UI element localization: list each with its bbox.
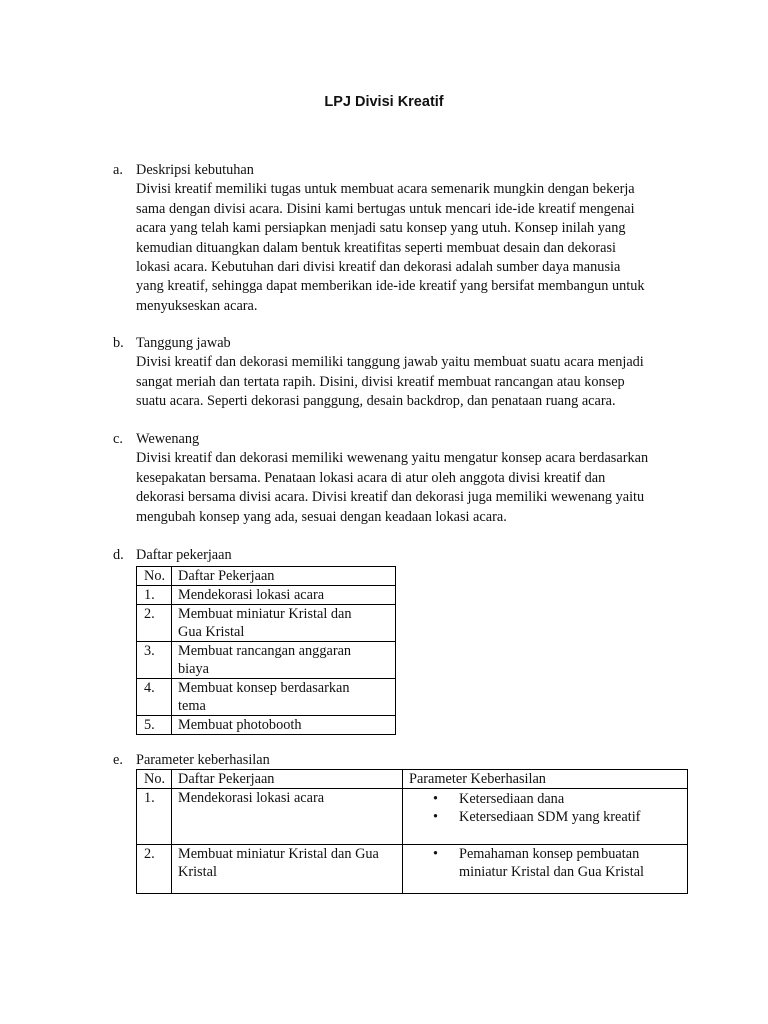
- table-cell-task: [172, 642, 396, 679]
- table-row: [137, 789, 688, 845]
- cell-line: Mendekorasi lokasi acara: [178, 587, 325, 603]
- success-parameter-table: [136, 769, 688, 894]
- table-cell-task: [172, 605, 396, 642]
- parameter-text: Ketersediaan SDM yang kreatif: [459, 809, 641, 825]
- section-heading: Daftar pekerjaan: [136, 547, 232, 563]
- table-header-cell: Daftar Pekerjaan: [172, 567, 396, 586]
- body-line: acara yang telah kami persiapkan menjadi satu konsep yang utuh. Konsep inilah yang: [136, 220, 626, 237]
- table-row: [137, 642, 396, 679]
- section-heading: Parameter keberhasilan: [136, 752, 270, 768]
- section-body: [136, 353, 681, 411]
- section-marker: a.: [113, 162, 123, 178]
- table-cell-parameters: [403, 845, 688, 894]
- table-header-row: [137, 770, 688, 789]
- body-line: menyukseskan acara.: [136, 297, 258, 314]
- cell-line: Membuat rancangan anggaran: [178, 643, 352, 659]
- table-cell-no: 1.: [137, 789, 172, 845]
- section-heading: Deskripsi kebutuhan: [136, 162, 254, 178]
- parameter-text: • Pemahaman konsep pembuatan: [459, 846, 640, 862]
- parameter-list: [409, 845, 687, 881]
- table-cell-no: 2.: [137, 605, 172, 642]
- section-marker: b.: [113, 335, 124, 351]
- body-line: kesepakatan bersama. Penataan lokasi acara di atur oleh anggota divisi kreatif dan: [136, 469, 606, 486]
- table-cell-task: [172, 586, 396, 605]
- table-cell-no: 2.: [137, 845, 172, 894]
- cell-line: Mendekorasi lokasi acara: [178, 790, 325, 806]
- section-body: [136, 180, 681, 316]
- body-line: sama dengan divisi acara. Disini kami bertugas untuk mencari ide-ide kreatif mengenai: [136, 200, 635, 217]
- body-line: lokasi acara. Kebutuhan dari divisi kreatif dan dekorasi adalah sumber daya manusia: [136, 259, 621, 276]
- table-cell-no: 5.: [137, 716, 172, 735]
- cell-line: tema: [178, 698, 206, 714]
- table-header-cell: No.: [137, 770, 172, 789]
- table-row: [137, 605, 396, 642]
- section-marker: e.: [113, 752, 123, 768]
- cell-line: biaya: [178, 661, 209, 677]
- cell-line: Membuat miniatur Kristal dan: [178, 606, 352, 622]
- body-line: kemudian dituangkan dalam bentuk kreatifitas seperti membuat desain dan dekorasi: [136, 239, 616, 256]
- section-marker: c.: [113, 431, 123, 447]
- section-heading: Tanggung jawab: [136, 335, 231, 351]
- list-item: [409, 790, 687, 808]
- table-row: [137, 679, 396, 716]
- body-line: sangat meriah dan tertata rapih. Disini, divisi kreatif membuat rancangan atau konsep: [136, 373, 625, 390]
- cell-line: Membuat photobooth: [178, 717, 302, 733]
- table-cell-task: [172, 845, 403, 894]
- table-cell-task: [172, 679, 396, 716]
- body-line: Divisi kreatif memiliki tugas untuk membuat acara semenarik mungkin dengan bekerja: [136, 181, 635, 198]
- table-header-row: [137, 567, 396, 586]
- cell-line: Gua Kristal: [178, 624, 245, 640]
- table-cell-parameters: [403, 789, 688, 845]
- section-body: [136, 449, 681, 527]
- table-header-cell: Daftar Pekerjaan: [172, 770, 403, 789]
- body-line: Divisi kreatif dan dekorasi memiliki wewenang yaitu mengatur konsep acara berdasarkan: [136, 450, 649, 467]
- body-line: mengubah konsep yang ada, sesuai dengan keadaan lokasi acara.: [136, 508, 507, 525]
- cell-line: Kristal: [178, 864, 217, 880]
- body-line: dekorasi bersama divisi acara. Divisi kreatif dan dekorasi juga memiliki wewenang yaitu: [136, 489, 645, 506]
- table-row: [137, 586, 396, 605]
- list-item: [409, 845, 687, 881]
- table-row: [137, 845, 688, 894]
- table-cell-no: 1.: [137, 586, 172, 605]
- parameter-text: miniatur Kristal dan Gua Kristal: [459, 864, 645, 880]
- parameter-text: Ketersediaan dana: [459, 791, 565, 807]
- table-cell-no: 3.: [137, 642, 172, 679]
- section-marker: d.: [113, 547, 124, 563]
- body-line: Divisi kreatif dan dekorasi memiliki tanggung jawab yaitu membuat suatu acara menjadi: [136, 354, 644, 371]
- document-title: LPJ Divisi Kreatif: [324, 94, 444, 110]
- table-cell-no: 4.: [137, 679, 172, 716]
- cell-line: Membuat miniatur Kristal dan Gua: [178, 846, 379, 862]
- section-heading: Wewenang: [136, 431, 200, 447]
- table-header-cell: Parameter Keberhasilan: [403, 770, 688, 789]
- table-row: [137, 716, 396, 735]
- list-item: [409, 808, 687, 826]
- body-line: yang kreatif, sehingga dapat memberikan ide-ide kreatif yang bersifat membangun untuk: [136, 278, 645, 295]
- table-cell-task: [172, 789, 403, 845]
- table-header-cell: No.: [137, 567, 172, 586]
- parameter-list: [409, 790, 687, 826]
- body-line: suatu acara. Seperti dekorasi panggung, desain backdrop, dan penataan ruang acara.: [136, 393, 616, 410]
- cell-line: Membuat konsep berdasarkan: [178, 680, 350, 696]
- task-list-table: [136, 566, 396, 735]
- table-cell-task: [172, 716, 396, 735]
